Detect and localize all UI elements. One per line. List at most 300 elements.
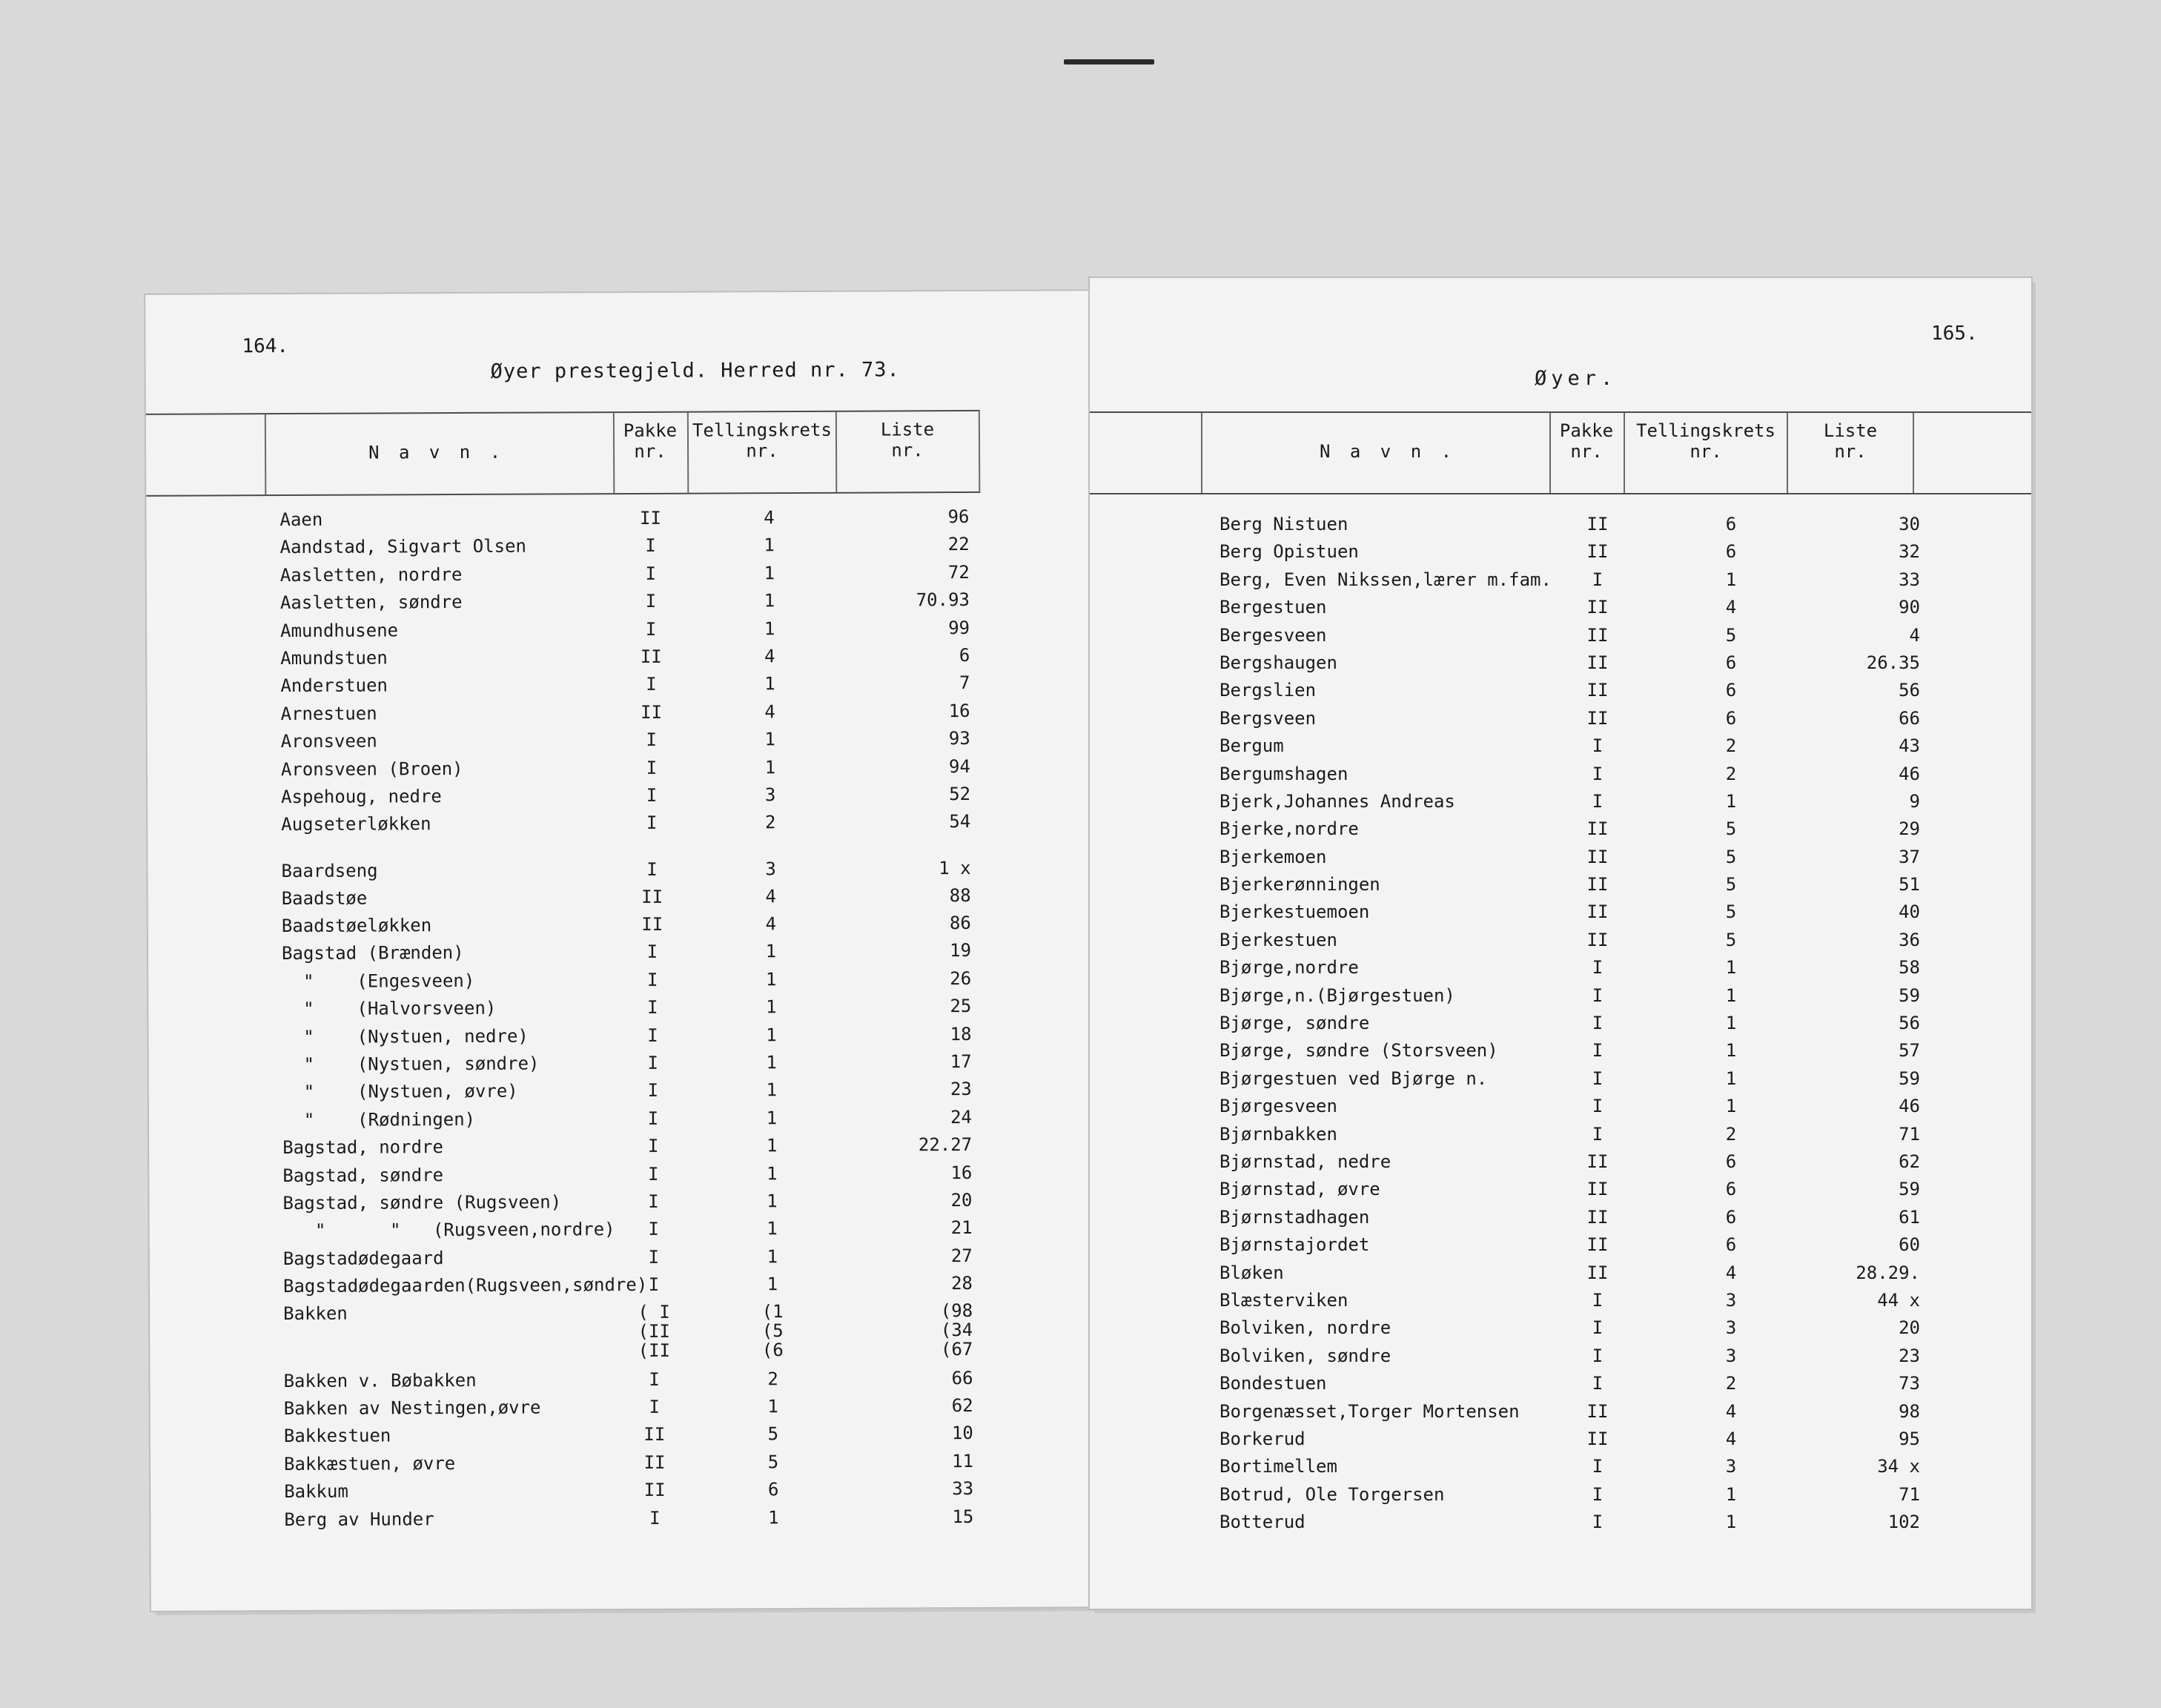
cell-navn: Bjørnstad, øvre xyxy=(1220,1179,1380,1200)
cell-pakke: I xyxy=(646,858,658,880)
table-row xyxy=(148,755,1111,787)
table-row xyxy=(150,1217,1113,1249)
cell-tellingskrets: 1 xyxy=(766,1052,777,1073)
cell-pakke: I xyxy=(649,1507,661,1529)
table-row xyxy=(1090,764,2031,791)
table-row xyxy=(1090,1262,2031,1290)
cell-liste: 93 xyxy=(948,728,970,749)
table-row xyxy=(1090,1401,2031,1429)
cell-liste: 86 xyxy=(949,913,971,934)
cell-tellingskrets: 4 xyxy=(764,507,775,529)
cell-navn: Aronsveen xyxy=(280,730,377,752)
cell-navn: Bjørnstadhagen xyxy=(1220,1206,1370,1228)
table-row xyxy=(148,783,1111,815)
cell-tellingskrets: 1 xyxy=(1725,1068,1737,1089)
table-row xyxy=(147,561,1111,593)
cell-liste: 99 xyxy=(948,617,970,638)
cell-pakke: I xyxy=(648,1191,659,1212)
cell-pakke: II xyxy=(1586,929,1609,950)
cell-tellingskrets: 5 xyxy=(1725,846,1737,867)
cell-pakke: I xyxy=(1592,1456,1604,1477)
cell-navn: Augseterløkken xyxy=(281,813,431,835)
cell-tellingskrets: 1 xyxy=(767,1191,778,1212)
cell-pakke: I xyxy=(1592,1317,1604,1339)
cell-tellingskrets: 1 xyxy=(764,729,776,750)
cell-liste: 102 xyxy=(1887,1512,1920,1533)
cell-pakke: I xyxy=(645,618,657,640)
cell-pakke: I xyxy=(1592,1013,1604,1034)
cell-pakke: I xyxy=(1592,569,1604,590)
cell-pakke: I xyxy=(648,1274,660,1296)
cell-liste: 7 xyxy=(959,672,970,694)
cell-navn: Bergumshagen xyxy=(1220,763,1348,784)
table-row xyxy=(150,1300,1113,1371)
table-row xyxy=(148,838,1111,889)
cell-navn: Bjørge, søndre xyxy=(1220,1013,1370,1034)
cell-tellingskrets: 1 xyxy=(768,1506,779,1528)
cell-pakke: I xyxy=(1592,1068,1604,1089)
cell-navn: Bakken xyxy=(283,1302,348,1324)
cell-liste: 4 xyxy=(1909,624,1920,646)
cell-pakke: I xyxy=(1592,1040,1604,1062)
cell-pakke: II xyxy=(1586,514,1609,534)
cell-liste: 60 xyxy=(1899,1234,1920,1256)
cell-navn: Bjørnbakken xyxy=(1220,1123,1337,1145)
cell-pakke: I xyxy=(1592,1373,1604,1394)
cell-pakke: II xyxy=(639,507,661,529)
cell-navn: Bakkestuen xyxy=(283,1425,391,1447)
cell-navn: Berg Opistuen xyxy=(1220,541,1359,563)
cell-liste: (98 (34 (67 xyxy=(940,1300,973,1360)
cell-liste: 20 xyxy=(1899,1317,1920,1339)
cell-navn: " (Rødningen) xyxy=(282,1108,476,1131)
header-tellingskrets: Tellingskrets nr. xyxy=(1636,420,1776,462)
cell-pakke: I xyxy=(647,1136,659,1157)
table-row xyxy=(149,1050,1113,1082)
cell-navn: Aspehoug, nedre xyxy=(281,786,442,807)
cell-tellingskrets: 3 xyxy=(1725,1289,1737,1311)
cell-navn: Bagstad, søndre xyxy=(282,1164,444,1186)
cell-navn: Bjerk,Johannes Andreas xyxy=(1220,790,1455,812)
cell-liste: 59 xyxy=(1899,1179,1920,1200)
cell-pakke: I xyxy=(646,674,657,695)
cell-pakke: I xyxy=(1592,1483,1604,1505)
table-row xyxy=(1090,680,2031,707)
cell-liste: 17 xyxy=(950,1051,972,1073)
cell-navn: Bagstad (Brænden) xyxy=(281,942,464,964)
cell-pakke: II xyxy=(1586,1179,1609,1200)
cell-pakke: I xyxy=(646,784,658,806)
cell-navn: Bjerke,nordre xyxy=(1220,818,1359,840)
cell-liste: 23 xyxy=(1899,1345,1920,1366)
cell-navn: Aasletten, søndre xyxy=(279,592,463,614)
cell-tellingskrets: 6 xyxy=(1725,707,1737,729)
cell-tellingskrets: 2 xyxy=(767,1368,778,1389)
cell-navn: " " (Rugsveen,nordre) xyxy=(282,1219,615,1242)
header-navn: N a v n . xyxy=(1320,441,1457,462)
cell-tellingskrets: 1 xyxy=(765,968,777,990)
cell-tellingskrets: 1 xyxy=(767,1396,778,1417)
cell-liste: 6 xyxy=(959,644,970,666)
table-row xyxy=(1090,818,2031,846)
table-row xyxy=(149,1133,1113,1165)
cell-liste: 24 xyxy=(950,1106,973,1128)
cell-pakke: II xyxy=(640,646,662,667)
header-liste: Liste nr. xyxy=(1823,420,1878,462)
table-row xyxy=(1090,1096,2031,1123)
cell-tellingskrets: 1 xyxy=(764,562,775,583)
cell-navn: Bjørnstad, nedre xyxy=(1220,1151,1391,1172)
cell-pakke: I xyxy=(649,1368,660,1390)
cell-tellingskrets: 5 xyxy=(1725,818,1737,840)
cell-liste: 9 xyxy=(1909,790,1920,812)
cell-navn: " (Nystuen, søndre) xyxy=(282,1053,540,1076)
cell-liste: 66 xyxy=(1899,707,1920,729)
cell-tellingskrets: 4 xyxy=(764,701,775,722)
cell-navn: Bakkum xyxy=(284,1480,348,1503)
cell-tellingskrets: 1 xyxy=(1725,1096,1737,1117)
table-row xyxy=(1090,847,2031,874)
table-row xyxy=(1090,1207,2031,1234)
table-row xyxy=(147,534,1111,566)
cell-liste: 18 xyxy=(950,1023,972,1045)
cell-tellingskrets: 1 xyxy=(766,1135,778,1156)
cell-pakke: ( I (II (II xyxy=(638,1301,671,1361)
cell-pakke: I xyxy=(648,1246,660,1268)
cell-tellingskrets: 1 xyxy=(766,1107,778,1129)
table-row xyxy=(150,1245,1113,1277)
cell-pakke: I xyxy=(645,563,657,584)
cell-tellingskrets: (1 (5 (6 xyxy=(761,1300,784,1360)
cell-tellingskrets: 3 xyxy=(1725,1345,1737,1366)
cell-tellingskrets: 3 xyxy=(1725,1456,1737,1477)
cell-navn: Amundstuen xyxy=(280,647,388,669)
table-row xyxy=(1090,1512,2031,1539)
cell-liste: 59 xyxy=(1899,984,1920,1006)
right-table-body xyxy=(1090,514,2031,1539)
cell-liste: 54 xyxy=(949,811,971,833)
cell-navn: Bergesveen xyxy=(1220,624,1327,646)
cell-tellingskrets: 1 xyxy=(1725,790,1737,812)
table-row xyxy=(148,884,1112,916)
cell-tellingskrets: 1 xyxy=(1725,957,1737,979)
cell-liste: 56 xyxy=(1899,1013,1920,1034)
table-row xyxy=(150,1506,1114,1537)
left-table-body xyxy=(146,506,1114,1537)
right-page xyxy=(1090,278,2031,1609)
cell-pakke: II xyxy=(1586,818,1609,840)
table-row xyxy=(1090,1179,2031,1206)
cell-tellingskrets: 6 xyxy=(1725,1179,1737,1200)
cell-navn: " (Engesveen) xyxy=(282,970,475,992)
cell-tellingskrets: 4 xyxy=(764,646,775,667)
cell-navn: Bjerkestuemoen xyxy=(1220,901,1370,923)
cell-navn: Amundhusene xyxy=(280,619,399,641)
cell-tellingskrets: 5 xyxy=(767,1423,779,1445)
cell-navn: Bolviken, søndre xyxy=(1220,1345,1391,1366)
table-row xyxy=(1090,985,2031,1013)
table-row xyxy=(148,995,1112,1027)
cell-liste: 21 xyxy=(950,1217,973,1239)
cell-navn: Bjørge,n.(Bjørgestuen) xyxy=(1220,984,1455,1006)
cell-navn: Bagstadødegaard xyxy=(282,1247,444,1269)
left-table-header xyxy=(146,410,980,497)
header-pakke: Pakke nr. xyxy=(623,420,678,462)
cell-tellingskrets: 4 xyxy=(1725,1428,1737,1449)
cell-pakke: I xyxy=(1592,1289,1604,1311)
cell-pakke: I xyxy=(1592,957,1604,979)
cell-tellingskrets: 2 xyxy=(1725,1373,1737,1394)
cell-tellingskrets: 3 xyxy=(1725,1317,1737,1339)
cell-pakke: I xyxy=(646,941,658,963)
table-row xyxy=(1090,1040,2031,1068)
cell-pakke: II xyxy=(1586,652,1609,673)
cell-pakke: I xyxy=(646,969,658,990)
cell-liste: 33 xyxy=(1899,569,1920,590)
cell-liste: 95 xyxy=(1899,1428,1920,1449)
cell-navn: Bagstadødegaarden(Rugsveen,søndre) xyxy=(282,1274,648,1297)
cell-navn: Bløken xyxy=(1220,1262,1284,1283)
table-row xyxy=(1090,541,2031,569)
table-row xyxy=(150,1272,1113,1304)
cell-pakke: I xyxy=(646,757,658,778)
cell-liste: 52 xyxy=(949,783,971,805)
cell-liste: 28 xyxy=(950,1273,973,1294)
cell-tellingskrets: 2 xyxy=(1725,1123,1737,1145)
cell-tellingskrets: 4 xyxy=(1725,1262,1737,1283)
cell-pakke: II xyxy=(641,886,663,907)
cell-tellingskrets: 1 xyxy=(1725,1483,1737,1505)
cell-liste: 71 xyxy=(1899,1123,1920,1145)
cell-navn: " (Halvorsveen) xyxy=(282,998,497,1020)
cell-tellingskrets: 5 xyxy=(1725,929,1737,950)
cell-navn: Bjerkerønningen xyxy=(1220,874,1380,896)
cell-liste: 22 xyxy=(947,534,970,555)
cell-liste: 56 xyxy=(1899,680,1920,701)
cell-liste: 58 xyxy=(1899,957,1920,979)
table-row xyxy=(1090,1456,2031,1483)
cell-liste: 37 xyxy=(1899,846,1920,867)
cell-pakke: I xyxy=(647,1108,659,1129)
table-row xyxy=(146,506,1110,537)
table-row xyxy=(150,1367,1113,1399)
cell-tellingskrets: 5 xyxy=(767,1451,779,1472)
cell-pakke: I xyxy=(1592,1512,1604,1533)
cell-navn: Bjørge, søndre (Storsveen) xyxy=(1220,1040,1498,1062)
cell-pakke: I xyxy=(645,591,657,612)
table-row xyxy=(1090,874,2031,901)
cell-pakke: II xyxy=(1586,901,1609,923)
header-tellingskrets: Tellingskrets nr. xyxy=(692,419,832,462)
table-row xyxy=(147,589,1111,620)
cell-pakke: II xyxy=(1586,1206,1609,1228)
cell-liste: 1 x xyxy=(939,857,971,878)
cell-tellingskrets: 1 xyxy=(767,1218,778,1239)
cell-tellingskrets: 5 xyxy=(1725,874,1737,896)
cell-tellingskrets: 6 xyxy=(767,1479,779,1500)
cell-navn: Bagstad, søndre (Rugsveen) xyxy=(282,1191,562,1214)
cell-navn: Bolviken, nordre xyxy=(1220,1317,1391,1339)
cell-tellingskrets: 1 xyxy=(767,1274,778,1295)
cell-pakke: I xyxy=(647,1080,659,1102)
cell-navn: Berg, Even Nikssen,lærer m.fam. xyxy=(1220,569,1552,590)
cell-liste: 22.27 xyxy=(918,1134,973,1156)
cell-navn: Borgenæsset,Torger Mortensen xyxy=(1220,1400,1520,1422)
cell-liste: 61 xyxy=(1899,1206,1920,1228)
cell-tellingskrets: 1 xyxy=(766,996,777,1018)
table-row xyxy=(147,644,1111,676)
cell-tellingskrets: 1 xyxy=(765,941,777,962)
table-row xyxy=(148,700,1111,732)
cell-pakke: I xyxy=(1592,984,1604,1006)
cell-pakke: I xyxy=(649,1396,660,1417)
cell-liste: 44 x xyxy=(1877,1289,1920,1311)
cell-tellingskrets: 1 xyxy=(1725,984,1737,1006)
cell-navn: Bjørnstajordet xyxy=(1220,1234,1370,1256)
table-row xyxy=(1090,514,2031,541)
left-page-heading: Øyer prestegjeld. Herred nr. 73. xyxy=(490,358,900,383)
table-row xyxy=(149,1162,1113,1194)
cell-liste: 19 xyxy=(950,940,972,961)
cell-pakke: I xyxy=(1592,1123,1604,1145)
table-row xyxy=(1090,1151,2031,1179)
table-row xyxy=(1090,597,2031,624)
cell-liste: 11 xyxy=(952,1450,974,1472)
cell-tellingskrets: 1 xyxy=(1725,569,1737,590)
table-row xyxy=(1090,652,2031,680)
table-row xyxy=(1090,1484,2031,1512)
cell-liste: 27 xyxy=(950,1245,973,1266)
cell-pakke: II xyxy=(641,913,663,936)
table-row xyxy=(1090,625,2031,652)
table-row xyxy=(1090,901,2031,929)
table-row xyxy=(150,1450,1114,1482)
cell-pakke: II xyxy=(1586,707,1609,729)
cell-liste: 88 xyxy=(949,884,971,906)
cell-liste: 28.29. xyxy=(1856,1262,1920,1283)
cell-navn: Bakken v. Bøbakken xyxy=(283,1369,477,1391)
cell-navn: Aandstad, Sigvart Olsen xyxy=(279,535,527,558)
table-row xyxy=(1090,1013,2031,1040)
cell-liste: 90 xyxy=(1899,597,1920,618)
table-row xyxy=(148,940,1112,972)
cell-pakke: II xyxy=(1586,597,1609,618)
cell-tellingskrets: 1 xyxy=(1725,1013,1737,1034)
cell-pakke: II xyxy=(1586,1400,1609,1422)
cell-tellingskrets: 4 xyxy=(1725,597,1737,618)
cell-pakke: I xyxy=(647,1052,658,1073)
cell-liste: 46 xyxy=(1899,763,1920,784)
cell-tellingskrets: 1 xyxy=(767,1162,778,1184)
cell-navn: Bergslien xyxy=(1220,680,1317,701)
cell-navn: Bakken av Nestingen,øvre xyxy=(283,1397,541,1419)
cell-navn: Bagstad, nordre xyxy=(282,1136,443,1159)
table-row xyxy=(148,810,1111,842)
cell-navn: Bjerkemoen xyxy=(1220,846,1327,867)
cell-tellingskrets: 1 xyxy=(764,756,776,778)
cell-tellingskrets: 1 xyxy=(764,673,775,695)
cell-navn: Blæsterviken xyxy=(1220,1289,1348,1311)
scan-mark xyxy=(1064,59,1154,64)
cell-tellingskrets: 1 xyxy=(766,1024,777,1045)
cell-liste: 59 xyxy=(1899,1068,1920,1089)
cell-liste: 30 xyxy=(1899,514,1920,534)
cell-pakke: I xyxy=(1592,790,1604,812)
cell-pakke: I xyxy=(1592,1345,1604,1366)
cell-liste: 20 xyxy=(950,1189,973,1211)
cell-tellingskrets: 2 xyxy=(1725,763,1737,784)
cell-navn: Bjerkestuen xyxy=(1220,929,1337,950)
cell-liste: 29 xyxy=(1899,818,1920,840)
cell-navn: Bondestuen xyxy=(1220,1373,1327,1394)
cell-tellingskrets: 1 xyxy=(767,1245,778,1267)
table-row xyxy=(1090,735,2031,763)
table-row xyxy=(148,1023,1112,1055)
cell-navn: Baadstøe xyxy=(281,887,368,909)
header-liste: Liste nr. xyxy=(880,419,935,461)
cell-tellingskrets: 4 xyxy=(765,885,776,907)
left-page xyxy=(145,291,1115,1611)
cell-liste: 15 xyxy=(952,1506,974,1527)
cell-pakke: I xyxy=(648,1219,659,1240)
table-row xyxy=(1090,1290,2031,1317)
cell-liste: 40 xyxy=(1899,901,1920,923)
cell-tellingskrets: 5 xyxy=(1725,901,1737,923)
cell-tellingskrets: 1 xyxy=(1725,1512,1737,1533)
cell-pakke: I xyxy=(647,997,658,1019)
cell-pakke: II xyxy=(1586,1151,1609,1172)
cell-liste: 25 xyxy=(950,996,972,1017)
cell-tellingskrets: 1 xyxy=(764,590,775,612)
cell-tellingskrets: 2 xyxy=(1725,735,1737,757)
table-row xyxy=(150,1477,1114,1509)
right-page-heading: Øyer. xyxy=(1535,367,1618,390)
table-row xyxy=(1090,930,2031,957)
cell-navn: Botterud xyxy=(1220,1512,1305,1533)
left-page-number: 164. xyxy=(242,335,289,358)
table-row xyxy=(150,1422,1114,1454)
cell-pakke: II xyxy=(643,1452,666,1473)
table-row xyxy=(149,1079,1113,1110)
cell-navn: Bjørgestuen ved Bjørge n. xyxy=(1220,1068,1488,1089)
cell-liste: 96 xyxy=(947,506,970,528)
header-navn: N a v n . xyxy=(368,441,506,463)
table-row xyxy=(1090,1234,2031,1262)
cell-navn: Borkerud xyxy=(1220,1428,1305,1449)
cell-navn: Bjørgesveen xyxy=(1220,1096,1337,1117)
cell-tellingskrets: 1 xyxy=(766,1079,778,1101)
cell-pakke: II xyxy=(1586,1262,1609,1283)
cell-liste: 51 xyxy=(1899,874,1920,896)
table-row xyxy=(149,1106,1113,1138)
cell-liste: 73 xyxy=(1899,1373,1920,1394)
cell-liste: 16 xyxy=(948,700,970,721)
table-row xyxy=(1090,1373,2031,1400)
cell-liste: 32 xyxy=(1899,541,1920,563)
table-row xyxy=(1090,1124,2031,1151)
cell-tellingskrets: 6 xyxy=(1725,1151,1737,1172)
cell-tellingskrets: 6 xyxy=(1725,1234,1737,1256)
cell-tellingskrets: 6 xyxy=(1725,514,1737,534)
cell-liste: 16 xyxy=(950,1162,973,1183)
cell-navn: Berg Nistuen xyxy=(1220,514,1348,534)
cell-navn: Bjørge,nordre xyxy=(1220,957,1359,979)
cell-liste: 33 xyxy=(952,1478,974,1500)
cell-pakke: II xyxy=(1586,680,1609,701)
cell-liste: 94 xyxy=(948,755,970,777)
cell-pakke: I xyxy=(647,1025,658,1046)
cell-tellingskrets: 6 xyxy=(1725,1206,1737,1228)
